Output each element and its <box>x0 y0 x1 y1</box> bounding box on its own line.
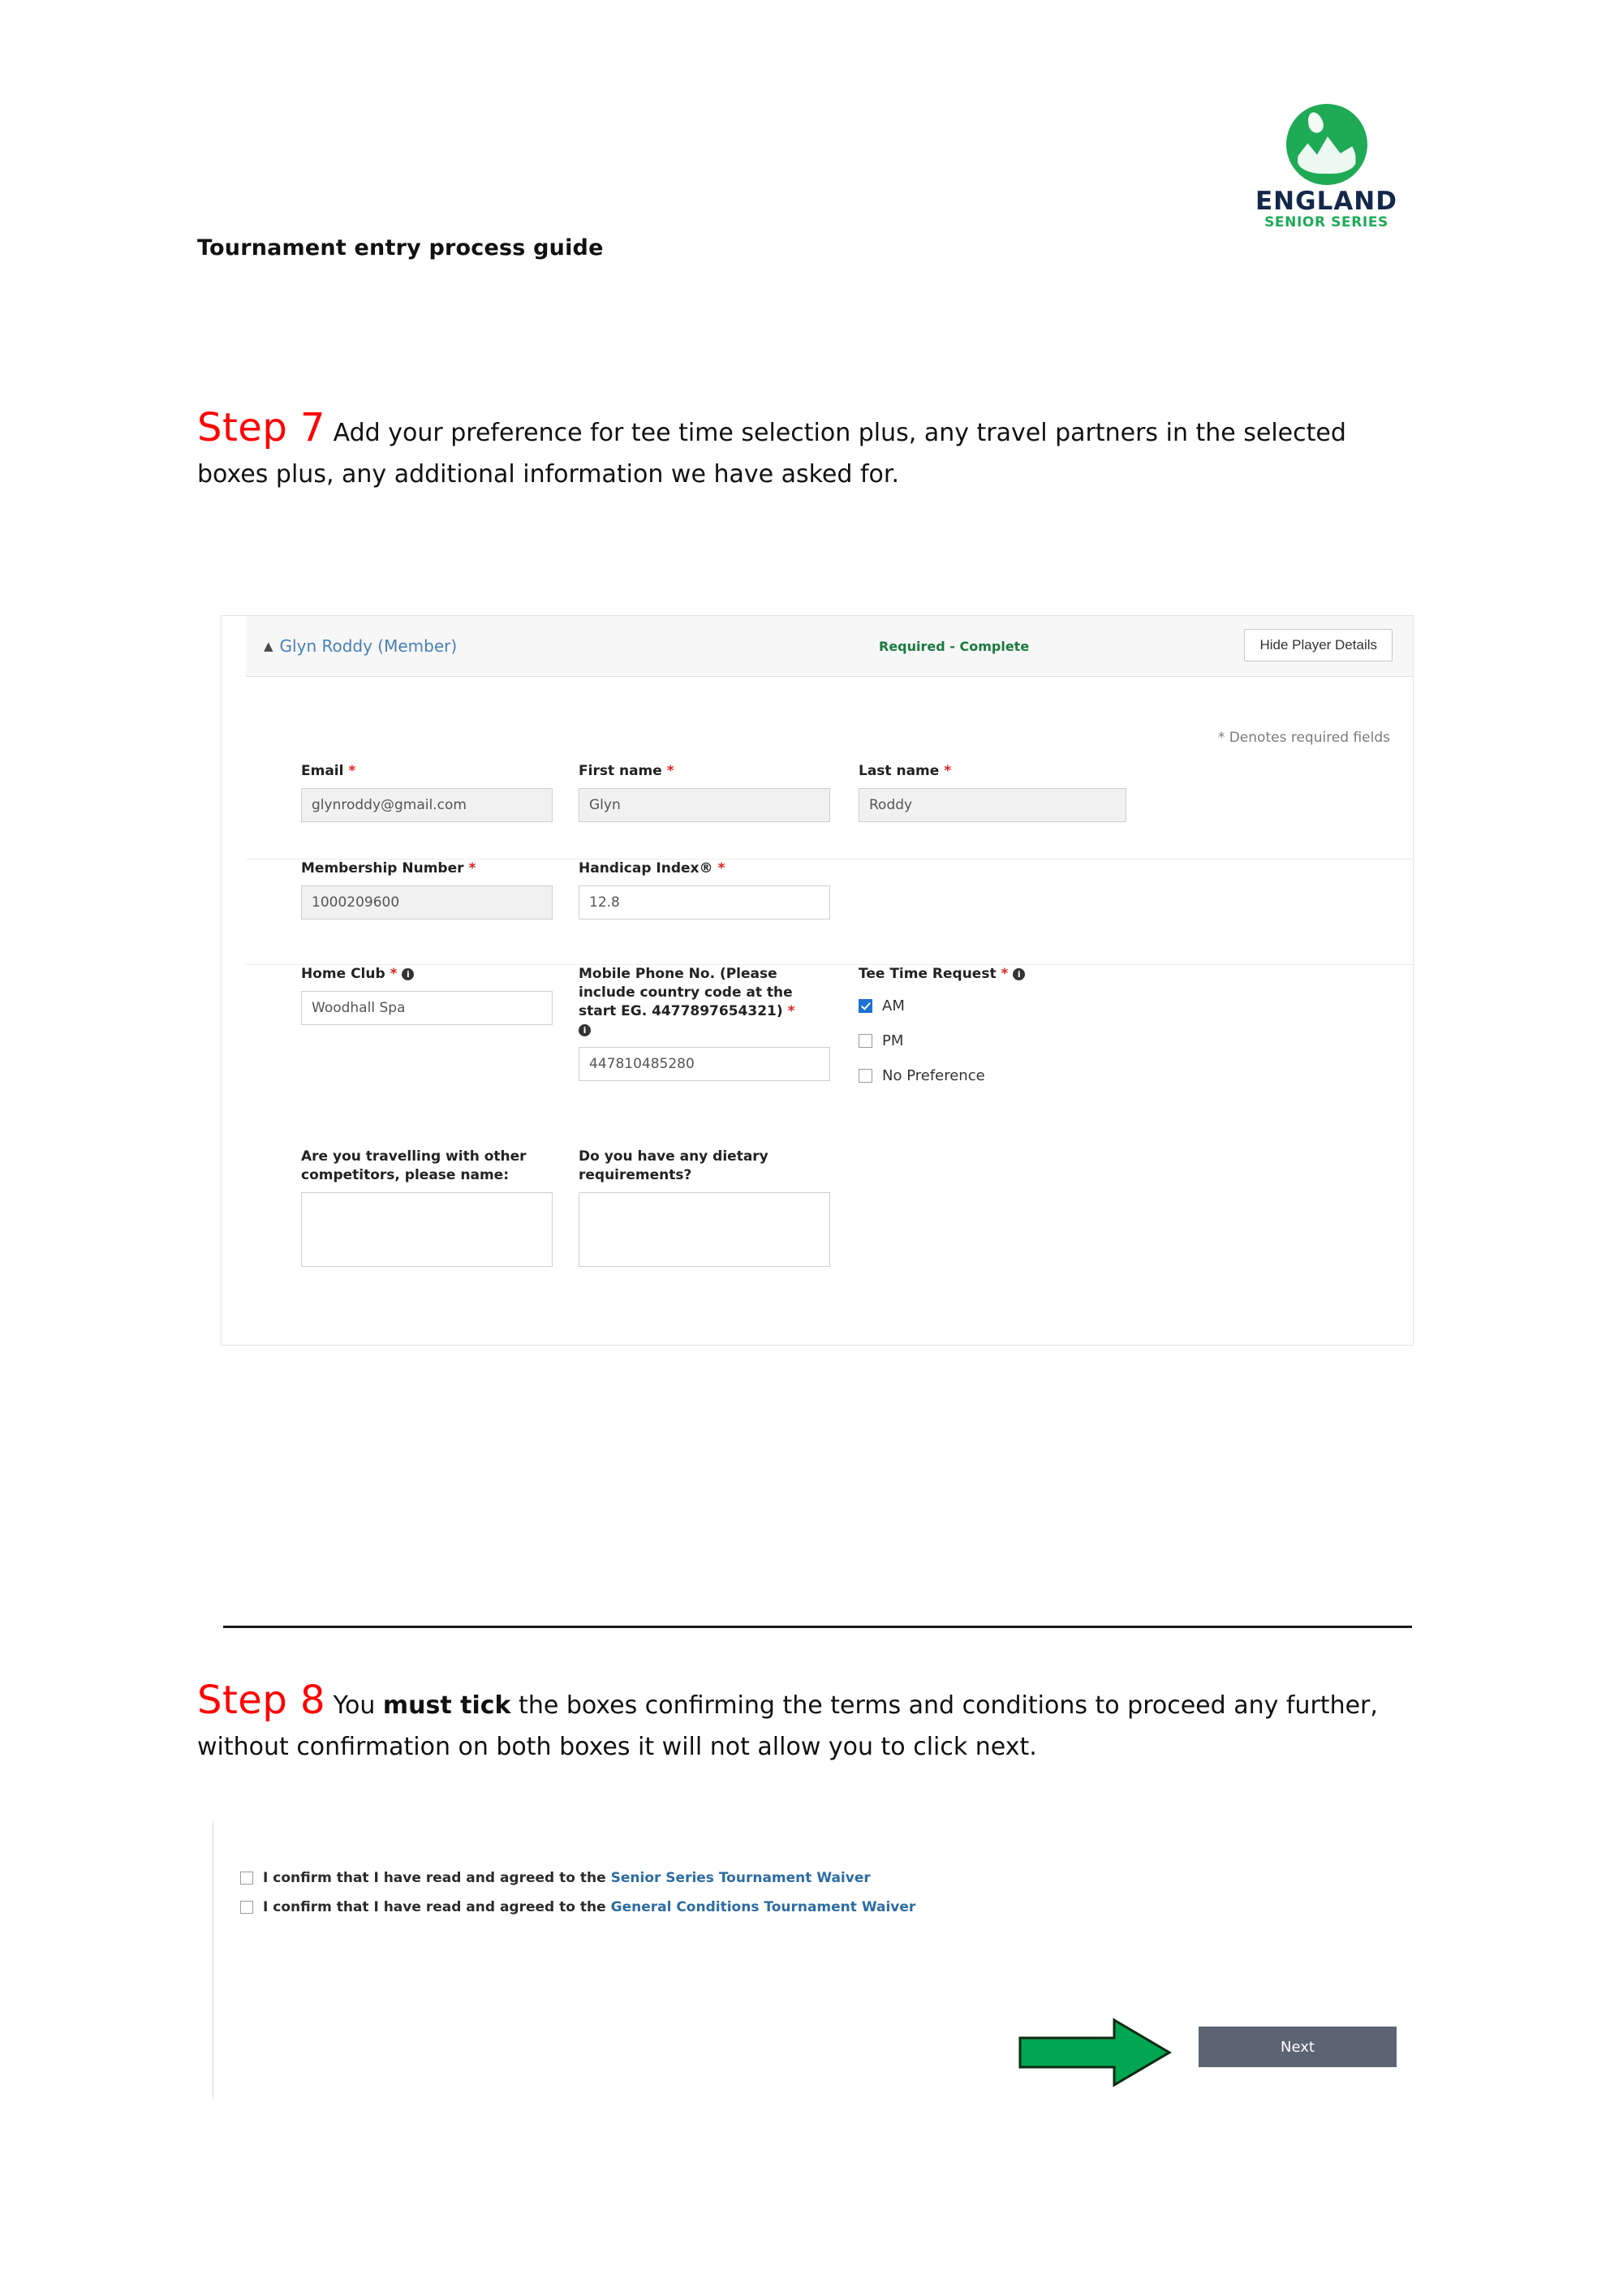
tee-time-option-no-preference-label: No Preference <box>882 1066 985 1084</box>
step-8-section <box>197 1672 1423 1765</box>
tee-time-option-no-preference[interactable] <box>859 1067 1126 1084</box>
info-icon[interactable]: i <box>1013 968 1025 980</box>
player-name: Glyn Roddy (Member) <box>279 636 458 656</box>
mobile-phone-field-group <box>579 965 830 1081</box>
step-8-text-bold: must tick <box>382 1691 511 1720</box>
terms-item-general-conditions[interactable] <box>240 1899 915 1915</box>
england-senior-series-logo <box>1239 104 1414 230</box>
travelling-with-label: Are you travelling with other competitors, please name: <box>301 1148 527 1183</box>
tee-time-request-label: Tee Time Request * i <box>859 965 1126 984</box>
terms-item-text: I confirm that I have read and agreed to the <box>263 1899 606 1915</box>
form-row <box>246 965 1413 1148</box>
step-8-text-before: You <box>333 1691 383 1720</box>
home-club-label: Home Club * i <box>301 965 553 984</box>
first-name-label: First name * <box>579 763 674 779</box>
player-details-form <box>246 697 1413 1345</box>
step-8-text-after: the boxes confirming the terms and conditions to proceed any further, without confirmation on both boxes it will not allow you to click next. <box>197 1691 1378 1762</box>
entry-form-screenshot <box>221 615 1414 1346</box>
first-name-input[interactable] <box>579 788 830 822</box>
hide-player-details-button[interactable]: Hide Player Details <box>1244 629 1393 661</box>
terms-list <box>240 1870 915 1928</box>
mobile-phone-label: Mobile Phone No. (Please include country code at the start EG. 4477897654321) * i <box>579 966 795 1036</box>
logo-title: ENGLAND <box>1255 187 1397 216</box>
chevron-up-icon[interactable]: ▲ <box>264 639 273 653</box>
logo-subtitle: SENIOR SERIES <box>1264 213 1388 230</box>
tee-time-option-pm-label: PM <box>882 1032 904 1049</box>
email-label: Email * <box>301 763 356 779</box>
mobile-phone-input[interactable] <box>579 1047 830 1081</box>
last-name-input[interactable] <box>859 788 1126 822</box>
section-divider <box>223 1626 1412 1628</box>
tee-time-option-pm[interactable] <box>859 1032 1126 1049</box>
dietary-textarea[interactable] <box>579 1192 830 1267</box>
email-field-group <box>301 762 553 822</box>
checkbox-pm[interactable] <box>859 1034 872 1048</box>
checkbox-general-conditions-waiver[interactable] <box>240 1901 253 1914</box>
home-club-input[interactable] <box>301 991 553 1025</box>
handicap-index-label: Handicap Index® * <box>579 860 725 877</box>
membership-number-label: Membership Number * <box>301 860 476 877</box>
travelling-with-field-group <box>301 1148 553 1270</box>
terms-item-text: I confirm that I have read and agreed to the <box>263 1870 606 1886</box>
tee-time-option-am[interactable] <box>859 997 1126 1014</box>
dietary-field-group <box>579 1148 830 1270</box>
last-name-field-group <box>859 762 1126 822</box>
status-badge: Required - Complete <box>879 638 1030 654</box>
terms-item-senior-series[interactable] <box>240 1870 915 1886</box>
terms-screenshot <box>213 1821 1422 2099</box>
first-name-field-group <box>579 762 830 822</box>
dietary-label: Do you have any dietary requirements? <box>579 1148 768 1183</box>
last-name-label: Last name * <box>859 763 952 779</box>
green-right-arrow-icon <box>1018 2015 1173 2090</box>
info-icon[interactable]: i <box>579 1024 591 1036</box>
general-conditions-waiver-link[interactable]: General Conditions Tournament Waiver <box>610 1899 916 1915</box>
step-8-label: Step 8 <box>197 1678 326 1723</box>
membership-number-field-group <box>301 859 553 920</box>
info-icon[interactable]: i <box>402 968 414 980</box>
form-row <box>246 859 1413 965</box>
required-fields-note: * Denotes required fields <box>1217 730 1390 746</box>
handicap-index-input[interactable] <box>579 885 830 920</box>
senior-series-waiver-link[interactable]: Senior Series Tournament Waiver <box>610 1870 871 1886</box>
tee-time-option-am-label: AM <box>882 997 905 1014</box>
form-row <box>246 762 1413 859</box>
next-button[interactable]: Next <box>1199 2027 1397 2067</box>
checkbox-no-preference[interactable] <box>859 1069 872 1083</box>
checkbox-senior-series-waiver[interactable] <box>240 1872 253 1885</box>
checkbox-am[interactable] <box>859 999 872 1013</box>
player-panel-header[interactable] <box>246 616 1413 677</box>
travelling-with-textarea[interactable] <box>301 1192 553 1267</box>
home-club-field-group <box>301 965 553 1025</box>
form-row <box>246 1148 1413 1310</box>
golfer-in-circle-icon <box>1286 104 1367 185</box>
document-title: Tournament entry process guide <box>197 235 604 261</box>
tee-time-request-group <box>859 965 1126 1102</box>
page-title <box>197 235 1414 261</box>
email-input[interactable] <box>301 788 553 822</box>
step-7-label: Step 7 <box>197 405 326 450</box>
membership-number-input[interactable] <box>301 885 553 920</box>
step-7-text: Add your preference for tee time selection plus, any travel partners in the selected boxes plus, any additional information we have asked for. <box>197 419 1346 489</box>
step-8-heading <box>197 1672 1423 1765</box>
handicap-index-field-group <box>579 859 830 920</box>
step-7-section <box>197 399 1423 493</box>
step-7-heading <box>197 399 1423 493</box>
